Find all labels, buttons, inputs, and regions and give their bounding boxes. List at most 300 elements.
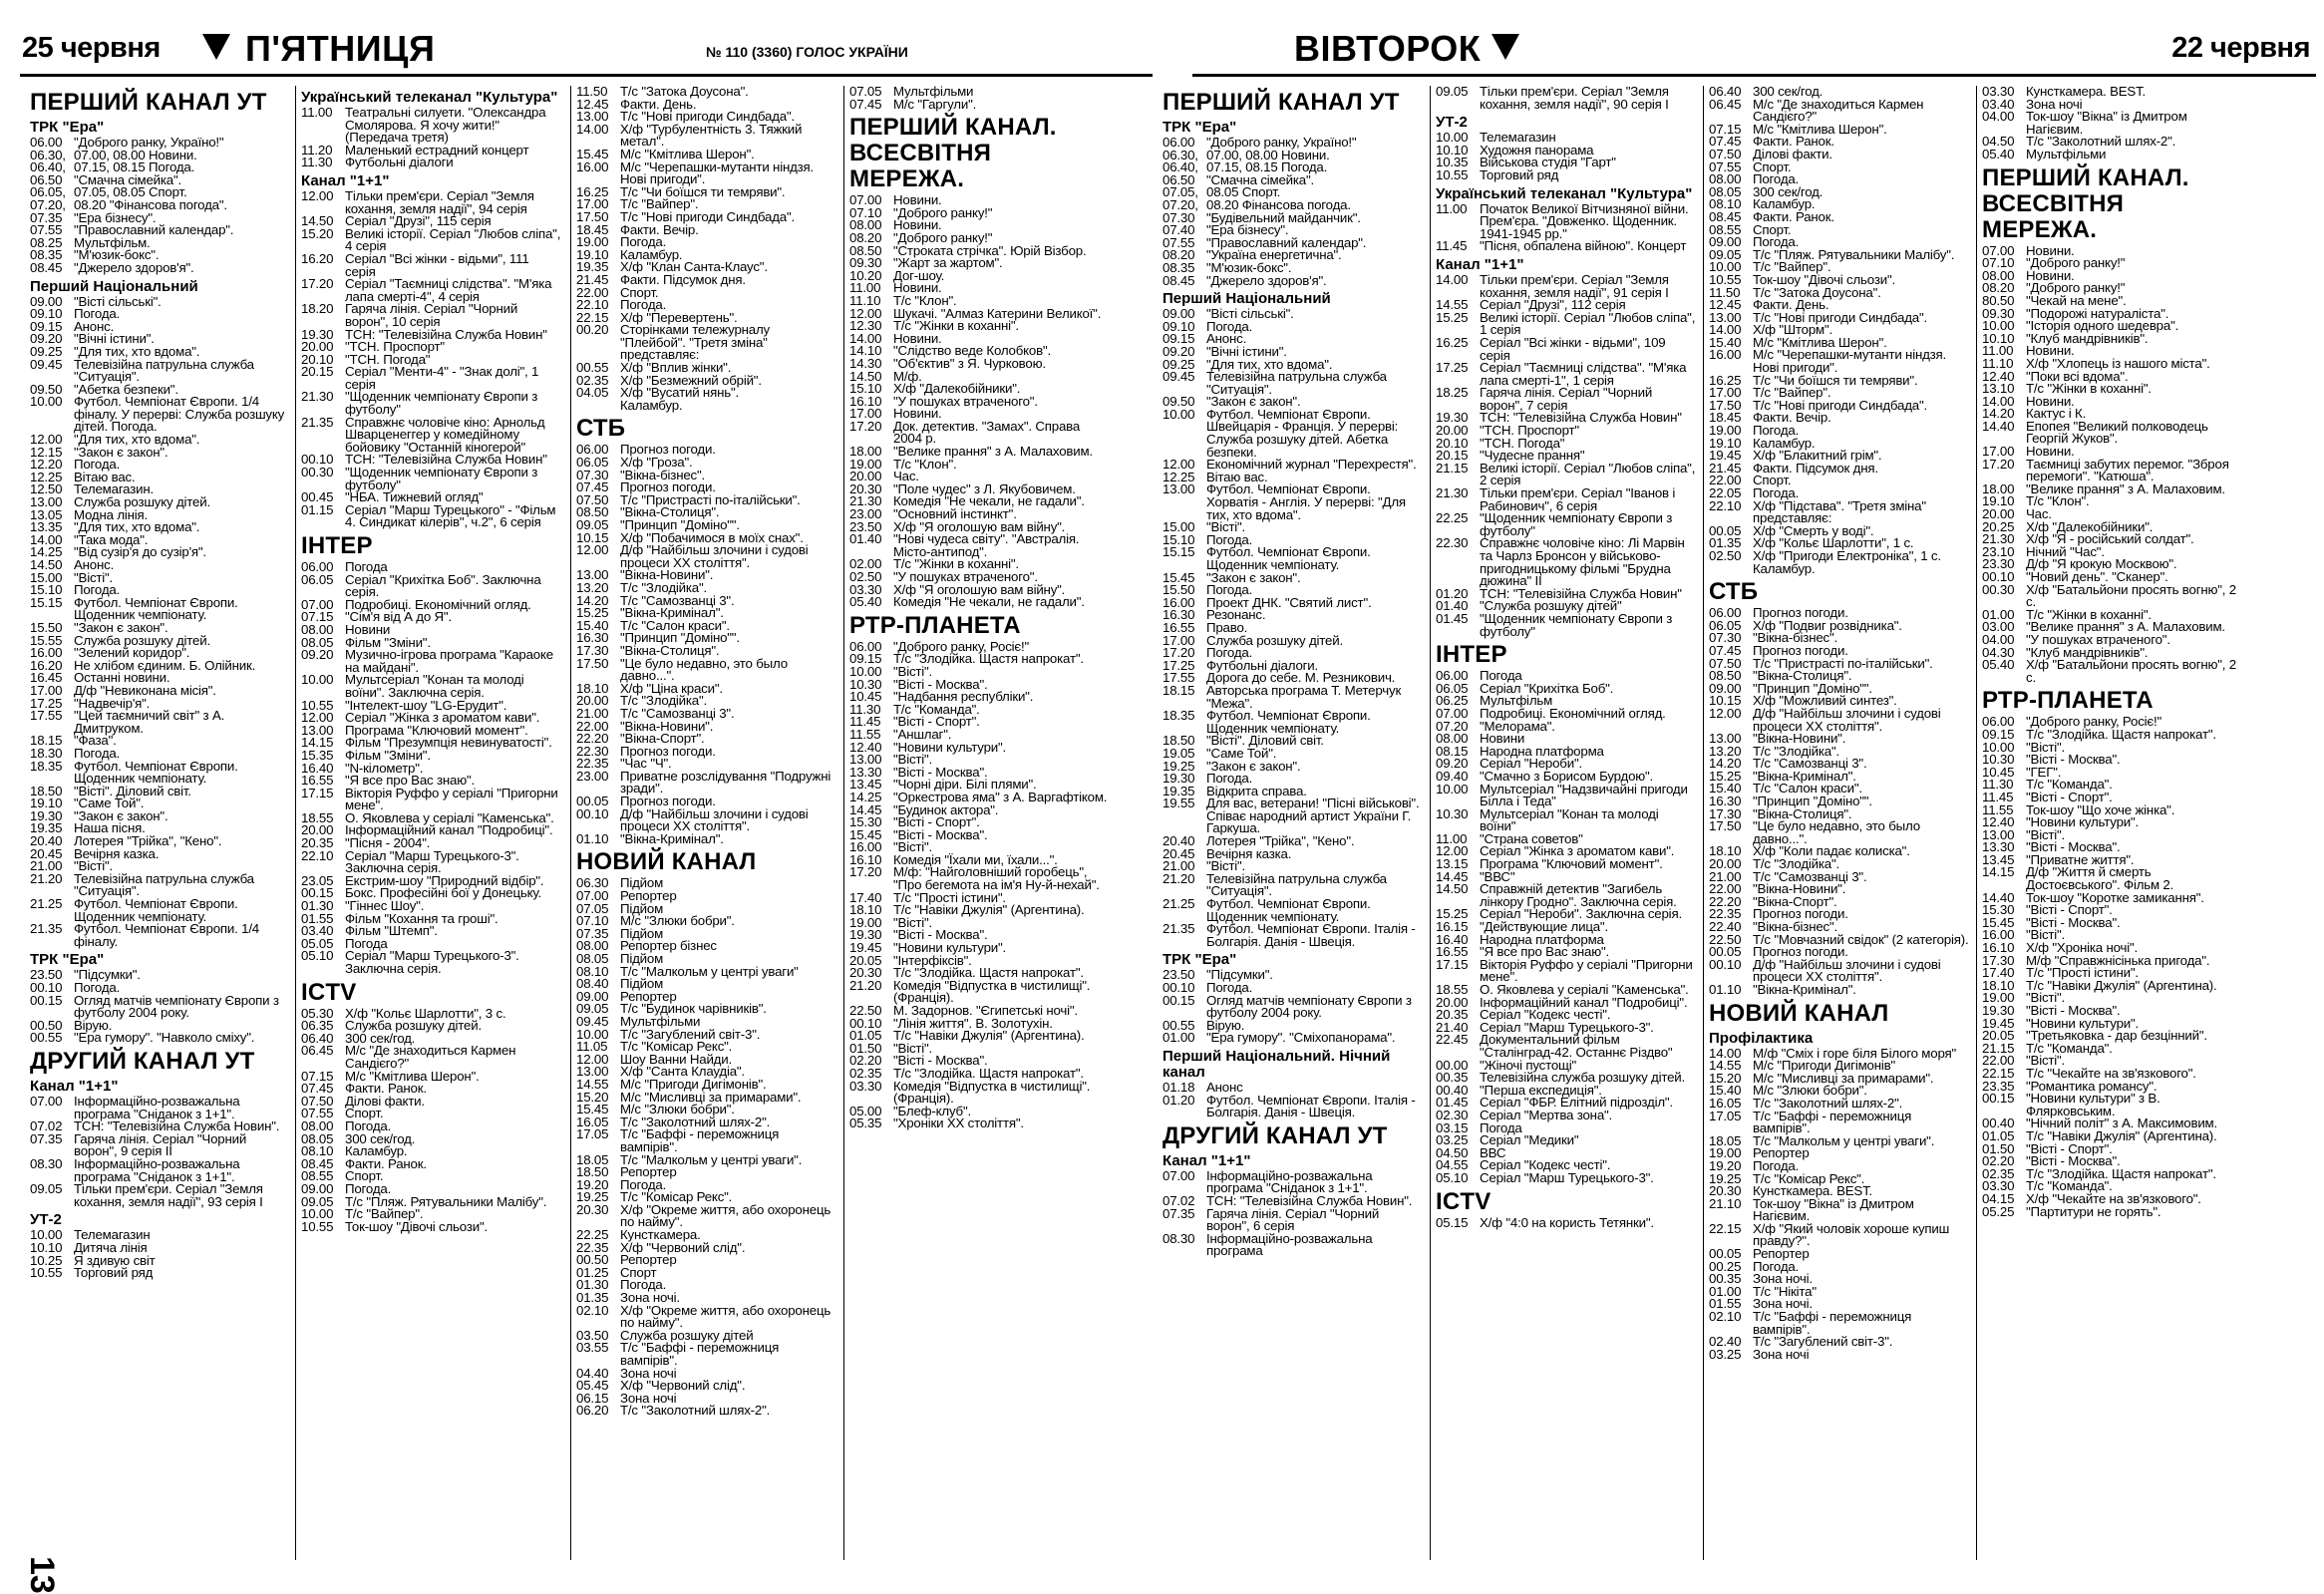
program-time: 21.30 — [1436, 485, 1469, 501]
program-time: 01.50 — [849, 1040, 882, 1056]
program-entry — [301, 1068, 562, 1084]
program-title: "Інтерфіксів". — [893, 952, 972, 968]
program-title: "Вісті - Москва". — [893, 676, 988, 692]
program-entry — [1436, 460, 1699, 488]
program-entry — [849, 393, 1111, 409]
program-time: 16.10 — [849, 851, 882, 867]
program-entry — [30, 923, 291, 948]
program-title: Т/с "Комісар Рекс". — [620, 1189, 733, 1205]
program-title: Кактус і К. — [2026, 406, 2087, 422]
program-title: "Від сузір'я до сузір'я". — [74, 544, 206, 560]
program-entry — [1982, 330, 2243, 346]
header-rule — [20, 74, 1153, 77]
program-entry — [849, 282, 1111, 295]
program-time: 14.40 — [1982, 889, 2015, 905]
program-time: 10.15 — [576, 529, 609, 545]
program-title: Спорт. — [1753, 221, 1792, 237]
program-time: 20.40 — [30, 833, 63, 849]
program-title: Не хлібом єдиним. Б. Олійник. — [74, 657, 256, 673]
program-time: 22.35 — [576, 1239, 609, 1255]
program-time: 11.05 — [576, 1039, 608, 1055]
program-title: Вечірня казка. — [74, 845, 160, 861]
program-time: 16.00 — [1709, 347, 1742, 363]
program-time: 04.15 — [1982, 1190, 2015, 1206]
program-title: Т/с "Злодійка". — [1753, 856, 1839, 872]
program-time: 04.55 — [1436, 1157, 1469, 1173]
program-title: Погода — [1480, 1119, 1522, 1135]
program-title: "Вісті сільські". — [74, 293, 162, 309]
program-time: 11.10 — [1982, 355, 2014, 371]
program-entry — [1709, 309, 1970, 325]
program-title: М/с "Кмітлива Шерон". — [620, 146, 755, 161]
program-time: 13.20 — [1709, 743, 1742, 759]
program-title: Х/ф "Перевертень". — [620, 309, 738, 325]
program-entry — [1162, 483, 1424, 521]
program-entry — [849, 739, 1111, 755]
program-time: 01.50 — [1982, 1140, 2015, 1156]
program-time: 13.00 — [30, 494, 63, 510]
program-entry — [1162, 758, 1424, 774]
program-time: 07.20 — [1436, 718, 1469, 734]
program-entry — [1709, 1336, 1970, 1349]
program-title: Факти. Підсумок дня. — [1753, 460, 1878, 476]
program-time: 19.45 — [1709, 448, 1742, 464]
program-entry — [30, 835, 291, 848]
program-title: "Вікна-Кримінал". — [620, 830, 724, 846]
program-entry — [30, 807, 291, 823]
program-time: 09.40 — [1436, 768, 1469, 784]
program-time: 02.00 — [849, 556, 882, 572]
program-entry — [849, 942, 1111, 955]
program-time: 18.10 — [1709, 843, 1742, 859]
program-entry — [1709, 349, 1970, 374]
program-time: 06.00 — [1982, 714, 2015, 730]
program-title: Х/ф "Кольє Шарлотти", 1 с. — [1753, 535, 1914, 551]
program-title: "Велике прання" з А. Малаховим. — [2026, 619, 2225, 635]
program-entry — [30, 1183, 291, 1208]
program-title: М/с "Злюки бобри". — [620, 913, 735, 929]
program-time: 19.00 — [849, 456, 882, 472]
program-title: Футбол. Чемпіонат Європи. Щоденник чемпіонату. — [74, 758, 242, 787]
program-title: Гаряча лінія. Серіал "Чорний ворон", 10 серія — [345, 301, 521, 329]
program-title: Ток-шоу "Вікна" із Дмитром Нагієвим. — [1753, 1195, 1918, 1224]
program-entry — [301, 250, 562, 279]
program-time: 07.20, — [30, 196, 66, 212]
program-time: 12.25 — [30, 469, 63, 484]
program-title: Погода. — [620, 297, 667, 313]
program-time: 15.00 — [1162, 519, 1195, 535]
program-title: Серіал "Марш Турецького-3". Заключна серія. — [345, 948, 523, 976]
program-entry — [301, 1155, 562, 1171]
program-time: 04.00 — [1982, 631, 2015, 647]
program-entry — [1982, 779, 2243, 792]
program-title: Т/с "Нікіта" — [1753, 1283, 1817, 1299]
program-time: 18.15 — [30, 733, 63, 749]
program-title: Погода. — [74, 745, 121, 761]
program-title: ТСН: "Телевізійна Служба Новин". — [74, 1118, 280, 1134]
program-time: 05.10 — [301, 948, 334, 964]
program-time: 17.30 — [576, 642, 609, 658]
schedule-column — [849, 86, 1111, 1570]
program-entry — [1982, 533, 2243, 546]
program-title: М. Задорнов. "Єгипетські ночі". — [893, 1003, 1078, 1018]
program-time: 03.15 — [1436, 1119, 1469, 1135]
program-time: 13.30 — [849, 764, 882, 780]
program-entry — [1709, 121, 1970, 137]
program-title: Т/с "Пляж. Рятувальники Малібу". — [345, 1193, 547, 1209]
program-entry — [1982, 146, 2243, 161]
program-time: 08.45 — [1709, 208, 1742, 224]
program-time: 18.10 — [849, 902, 882, 918]
program-title: "N-кілометр". — [345, 760, 424, 776]
program-title: 08.20 Фінансова погода. — [1206, 196, 1351, 212]
program-time: 16.00 — [849, 839, 882, 855]
program-title: Прогноз погоди. — [1753, 605, 1848, 621]
program-title: Наша пісня. — [74, 820, 146, 836]
program-time: 05.00 — [849, 1103, 882, 1118]
program-time: 01.00 — [1162, 1030, 1195, 1046]
program-entry — [576, 161, 837, 186]
program-title: "Поле чудес" з Л. Якубовичем. — [893, 480, 1076, 496]
program-title: "Клуб мандрівників". — [2026, 330, 2149, 346]
program-time: 22.10 — [301, 847, 334, 863]
program-title: "Партитури не горять". — [2026, 1203, 2161, 1219]
program-time: 05.40 — [1982, 657, 2015, 673]
program-title: ВВС — [1480, 1144, 1506, 1160]
program-title: Т/с "Мовчазний свідок" (2 категорія). — [1753, 931, 1969, 947]
program-title: Великі історії. Серіал "Любов сліпа", 2 серія — [1480, 460, 1699, 488]
program-title: Футбольні діалоги — [345, 155, 454, 170]
program-title: "Щоденник чемпіонату Європи з футболу" — [1480, 510, 1676, 538]
program-title: Торговий ряд — [1480, 166, 1559, 182]
program-entry — [1982, 456, 2243, 484]
program-entry — [1709, 733, 1970, 746]
program-entry — [1982, 393, 2243, 409]
program-title: "Блеф-клуб". — [893, 1103, 971, 1118]
program-entry — [301, 611, 562, 624]
program-entry — [301, 107, 562, 145]
program-title: "Новий день". "Сканер". — [2026, 569, 2168, 584]
program-time: 19.30 — [1982, 1003, 2015, 1018]
program-time: 16.00 — [30, 645, 63, 661]
program-time: 15.10 — [849, 381, 882, 397]
right-page-header — [1162, 28, 2324, 74]
program-title: Т/с "Злодійка. Щастя напрокат". — [2026, 1165, 2216, 1181]
program-time: 06.40 — [1709, 84, 1742, 99]
program-entry — [301, 501, 562, 530]
program-time: 09.15 — [1162, 331, 1195, 347]
program-time: 02.10 — [1709, 1309, 1742, 1325]
program-title: Програма "Ключовий момент". — [345, 722, 528, 738]
program-time: 20.30 — [849, 965, 882, 981]
program-time: 11.50 — [576, 84, 608, 99]
program-time: 22.00 — [576, 284, 609, 300]
program-title: Х/ф "Окреме життя, або охоронець по найму". — [620, 1201, 834, 1230]
channel-heading: ДРУГИЙ КАНАЛ УТ — [30, 1047, 255, 1075]
program-title: Т/с "Нові пригоди Синдбада". — [620, 208, 795, 224]
program-time: 15.55 — [30, 632, 63, 648]
program-title: "Вікна-Столиця". — [620, 504, 720, 520]
program-title: Для вас, ветерани! "Пісні військові". Співає народний артист України Г. Гаркуша. — [1206, 796, 1423, 836]
program-title: Фільм "Зміни". — [345, 634, 431, 650]
program-time: 22.00 — [1982, 1053, 2015, 1069]
program-time: 17.25 — [1436, 360, 1469, 376]
program-entry — [1982, 1165, 2243, 1181]
program-time: 00.30 — [1982, 581, 2015, 597]
program-time: 06.00 — [1709, 605, 1742, 621]
program-time: 06.45 — [301, 1043, 334, 1059]
program-title: "Перша експедиція". — [1480, 1082, 1602, 1098]
program-title: Фільм "Штемп". — [345, 923, 438, 939]
program-time: 19.35 — [576, 259, 609, 275]
program-title: "Будівельний майданчик". — [1206, 209, 1361, 225]
program-title: "Вікна-Спорт". — [1753, 893, 1837, 909]
program-title: Футбол. Чемпіонат Європи. 1/4 фіналу. — [74, 921, 263, 949]
program-time: 20.00 — [1982, 506, 2015, 522]
program-title: "Вічні істини". — [74, 331, 155, 347]
program-title: "Вісті". — [74, 858, 114, 874]
program-time: 02.35 — [576, 372, 609, 388]
program-title: Авторська програма Т. Метерчук "Межа". — [1206, 682, 1405, 711]
program-entry — [1709, 425, 1970, 438]
program-title: Народна платформа — [1480, 931, 1604, 947]
program-time: 21.15 — [1982, 1040, 2015, 1056]
program-title: М/с "Мисливці за примарами". — [1753, 1070, 1934, 1086]
program-title: Дитяча лінія — [74, 1239, 148, 1255]
program-title: Факти. Ранок. — [1753, 134, 1834, 150]
program-time: 06.00 — [1162, 135, 1195, 150]
program-entry — [301, 278, 562, 303]
program-entry — [30, 396, 291, 434]
program-entry — [1436, 1134, 1697, 1147]
program-title: Гаряча лінія. Серіал "Чорний ворон", 6 серія — [1206, 1205, 1383, 1234]
program-time: 01.10 — [576, 830, 609, 846]
program-title: Анонс. — [74, 318, 115, 334]
program-entry — [1162, 710, 1424, 735]
program-entry — [1709, 208, 1970, 224]
program-title: "Мелорама". — [1480, 718, 1555, 734]
program-title: Х/ф "Хроніка ночі". — [2026, 940, 2139, 956]
program-time: 08.30 — [1162, 1230, 1195, 1246]
program-title: Т/с "Баффі - переможниця вампірів". — [1753, 1309, 1915, 1337]
program-title: М/с "Пригоди Дигімонів". — [620, 1076, 767, 1092]
program-title: 07.15, 08.15 Погода. — [74, 159, 195, 175]
program-time: 00.55 — [30, 1030, 63, 1046]
program-title: М/с "Черепашки-мутанти ніндзя. Нові пригоди". — [1753, 347, 1950, 376]
program-title: Прогноз погоди. — [620, 743, 716, 759]
program-title: Телевізійна патрульна служба "Ситуація". — [1206, 369, 1391, 397]
program-title: Погода. — [1753, 485, 1800, 500]
program-time: 20.15 — [301, 364, 334, 380]
program-entry — [576, 1302, 837, 1331]
program-entry — [576, 183, 837, 199]
program-title: "Православний календар". — [74, 222, 234, 238]
program-title: Т/с "Заколотний шлях-2". — [620, 1114, 771, 1129]
program-time: 09.05 — [576, 517, 609, 532]
program-title: Т/с "Жінки в коханні". — [893, 318, 1019, 334]
program-title: Т/с "Самозванці 3". — [1753, 756, 1867, 772]
program-title: "Ера бізнесу". — [74, 209, 157, 225]
program-title: Лотерея "Трійка", "Кено". — [1206, 833, 1355, 849]
program-title: Бокс. Професійні бої у Донецьку. — [345, 885, 541, 901]
program-time: 20.30 — [576, 1201, 609, 1217]
program-time: 00.55 — [576, 360, 609, 376]
program-title: Факти. Вечір. — [620, 221, 699, 237]
program-time: 22.10 — [576, 297, 609, 313]
program-title: Приватне розслідування "Подружні зради". — [620, 768, 834, 797]
program-time: 20.35 — [301, 835, 334, 851]
program-entry — [1436, 200, 1697, 241]
program-time: 22.50 — [849, 1003, 882, 1018]
program-title: М/с "Злюки бобри". — [1753, 1083, 1867, 1099]
program-title: "Джерело здоров'я". — [74, 259, 194, 275]
program-title: "Підсумки". — [1206, 967, 1273, 983]
program-title: Спорт. — [345, 1106, 384, 1121]
program-title: Футбол. Чемпіонат Європи. Щоденник чемпіонату. — [1206, 896, 1375, 924]
program-time: 21.25 — [30, 896, 63, 912]
program-time: 15.35 — [301, 747, 334, 763]
program-title: "Ера бізнесу". — [1206, 222, 1289, 238]
program-time: 19.00 — [1709, 423, 1742, 439]
program-time: 21.15 — [1436, 460, 1469, 476]
channel-subheading: ТРК "Ера" — [30, 119, 105, 136]
program-time: 11.00 — [1436, 200, 1468, 216]
program-time: 06.05 — [576, 455, 609, 471]
program-time: 08.20 — [1982, 280, 2015, 296]
program-time: 07.55 — [1162, 234, 1195, 250]
program-entry — [576, 236, 837, 249]
program-time: 18.25 — [1436, 385, 1469, 401]
program-title: Інформаційно-розважальна програма "Сніданок з 1+1". — [74, 1093, 243, 1121]
program-title: "Вікна-бізнес". — [1753, 919, 1837, 934]
program-title: "Доброго ранку!" — [893, 204, 993, 220]
program-time: 10.00 — [1436, 130, 1469, 146]
program-title: Зона ночі. — [1753, 1296, 1813, 1312]
program-time: 13.00 — [576, 1064, 609, 1080]
program-entry — [849, 826, 1111, 842]
program-time: 06.50 — [1162, 171, 1195, 187]
program-title: О. Яковлева у серіалі "Каменська". — [1480, 982, 1689, 997]
program-title: Погода. — [1206, 645, 1253, 661]
program-title: Т/с "Жінки в коханні". — [2026, 606, 2152, 622]
program-time: 20.00 — [576, 693, 609, 709]
program-entry — [1709, 1220, 1970, 1249]
program-entry — [1162, 1230, 1424, 1259]
program-title: "Принцип "Доміно"". — [620, 517, 740, 532]
program-entry — [1982, 764, 2243, 780]
program-title: Каламбур. — [620, 246, 683, 262]
program-title: "Романтика романсу". — [2026, 1078, 2158, 1094]
channel-subheading: Перший Національний. Нічний канал — [1162, 1047, 1391, 1081]
program-title: "Вікна-Спорт". — [620, 731, 705, 747]
program-title: Т/с "Малкольм у центрі уваги". — [1753, 1132, 1935, 1148]
program-time: 07.50 — [1709, 146, 1742, 161]
program-title: Серіал "Марш Турецького-3". Заключна серія. — [345, 847, 523, 876]
program-time: 14.20 — [1709, 756, 1742, 772]
program-time: 18.10 — [576, 680, 609, 696]
program-title: Фільм "Презумпція невинуватості". — [345, 735, 552, 751]
program-title: Серіал "Всі жінки - відьми", 111 серія — [345, 250, 533, 279]
program-time: 09.45 — [30, 356, 63, 372]
program-time: 12.50 — [30, 481, 63, 497]
program-title: Х/ф "Гроза". — [620, 455, 693, 471]
program-time: 08.45 — [30, 259, 63, 275]
program-time: 04.50 — [1982, 134, 2015, 150]
program-entry — [576, 1151, 837, 1167]
program-time: 08.10 — [301, 1143, 334, 1159]
program-title: "Вікна-бізнес". — [1753, 630, 1837, 646]
program-time: 00.10 — [1982, 569, 2015, 584]
program-entry — [1709, 284, 1970, 300]
program-entry — [1709, 146, 1970, 161]
column-divider — [1703, 86, 1704, 1560]
program-entry — [301, 467, 562, 491]
program-time: 06.00 — [301, 559, 334, 574]
program-time: 02.50 — [1709, 547, 1742, 563]
program-entry — [1709, 547, 1970, 576]
program-time: 08.35 — [1162, 259, 1195, 275]
program-title: Т/с "Комісар Рекс". — [620, 1039, 733, 1055]
program-title: "Вічні істини". — [1206, 343, 1287, 359]
program-entry — [1982, 1127, 2243, 1143]
program-title: Справжнє чоловіче кіно: Арнольд Шварценеггер у комедійному бойовику "Останній кіногерой" — [345, 414, 548, 455]
program-entry — [576, 940, 837, 953]
program-title: Зона ночі — [620, 1390, 677, 1406]
program-time: 02.35 — [849, 1065, 882, 1081]
program-title: 07.00, 08.00 Новини. — [1206, 147, 1330, 162]
program-entry — [30, 444, 291, 460]
program-title: Серіал "Жінка з ароматом кави". — [1480, 843, 1675, 859]
program-time: 08.05 — [576, 951, 609, 966]
program-entry — [576, 915, 837, 928]
program-title: Мультсеріал "Надзвичайні пригоди Білла і Теда" — [1480, 781, 1692, 809]
program-title: Т/с "Вайпер". — [1753, 259, 1831, 275]
program-entry — [1436, 537, 1697, 587]
program-time: 10.45 — [1982, 764, 2015, 780]
program-title: "Зелений коридор". — [74, 645, 190, 661]
program-time: 15.25 — [1436, 906, 1469, 922]
program-title: М/ф. — [893, 368, 922, 384]
program-title: Репортер — [620, 888, 677, 904]
program-time: 18.35 — [1162, 708, 1195, 724]
program-time: 01.15 — [301, 501, 334, 517]
program-entry — [301, 950, 562, 975]
program-entry — [1709, 198, 1970, 211]
program-time: 03.30 — [849, 581, 882, 597]
program-title: Тільки прем'єри. Серіал "Земля кохання, земля надії", 93 серія І — [74, 1181, 267, 1209]
program-title: Х/ф "Санта Клаудіа". — [620, 1064, 745, 1080]
program-entry — [30, 569, 291, 585]
program-time: 09.00 — [1709, 234, 1742, 250]
program-time: 09.00 — [1709, 680, 1742, 696]
program-title: Анонс. — [74, 557, 115, 572]
program-title: Т/с "Навіки Джулія" (Аргентина). — [893, 902, 1085, 918]
channel-subheading: Канал "1+1" — [1162, 1151, 1251, 1169]
program-time: 17.55 — [30, 708, 63, 724]
program-time: 08.05 — [1709, 183, 1742, 199]
program-time: 09.30 — [1982, 305, 2015, 321]
program-entry — [849, 691, 1111, 704]
program-time: 01.55 — [1709, 1296, 1742, 1312]
program-time: 19.30 — [849, 927, 882, 943]
program-entry — [30, 594, 291, 623]
program-entry — [30, 1093, 291, 1121]
program-title: Т/с "Команда". — [2026, 777, 2113, 793]
program-time: 12.30 — [849, 318, 882, 334]
program-time: 15.45 — [1982, 914, 2015, 930]
program-time: 08.00 — [576, 938, 609, 954]
program-title: М/с "Де знаходиться Кармен Сандієго?" — [345, 1043, 519, 1071]
